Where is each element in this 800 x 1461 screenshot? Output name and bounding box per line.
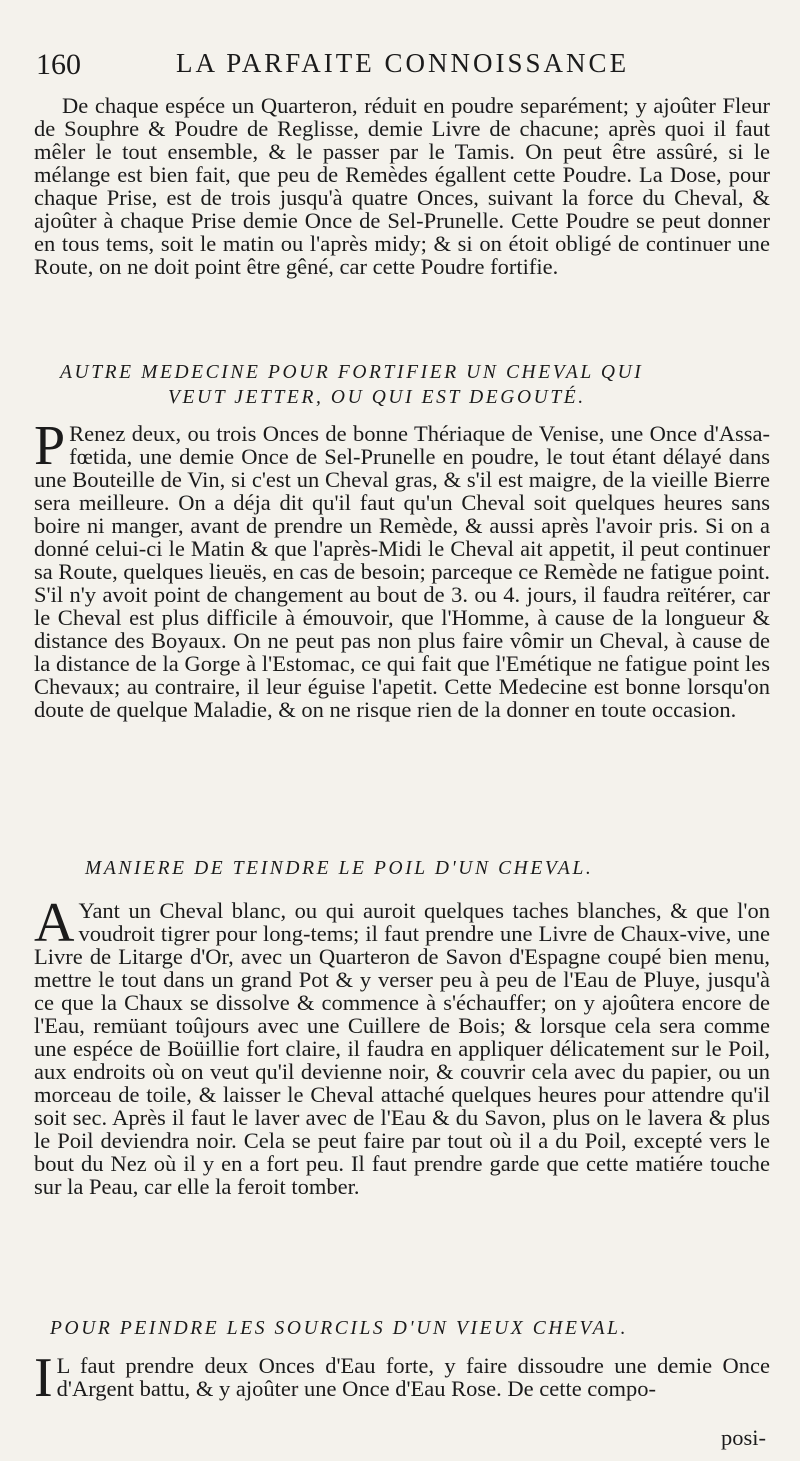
section-title: POUR PEINDRE LES SOURCILS D'UN VIEUX CHEVAL. bbox=[50, 1318, 629, 1339]
page-number: 160 bbox=[36, 48, 81, 81]
section-body-text: Renez deux, ou trois Onces de bonne Thériaque de Venise, une Once d'Assa-fœtida, une demie Once de Sel-Prunelle en poudre, le tout étant délayé dans une Bouteille de Vin, si c'est un Cheval gras, & s'il est maigre, de la vieille Bierre sera meilleure. On a déja dit qu'il faut qu'un Cheval soit quelques heures sans boire ni manger, avant de prendre un Remède, & aussi après l'avoir pris. Si on a donné celui-ci le Matin & que l'après-Midi le Cheval ait appetit, il peut continuer sa Route, quelques lieuës, en cas de besoin; parceque ce Remède ne fatigue point. S'il n'y avoit point de changement au bout de 3. ou 4. jours, il faudra reïtérer, car le Cheval est plus difficile à émouvoir, que l'Homme, à cause de la longueur & distance des Boyaux. On ne peut pas non plus faire vômir un Cheval, à cause de la distance de la Gorge à l'Estomac, ce qui fait que l'Emétique ne fatigue point les Chevaux; au contraire, il leur éguise l'apetit. Cette Medecine est bonne lorsqu'on doute de quelque Maladie, & on ne risque rien de la donner en toute occasion. bbox=[34, 421, 770, 722]
page-header bbox=[36, 48, 756, 84]
section-body-text: Yant un Cheval blanc, ou qui auroit quelques taches blanches, & que l'on voudroit tigrer pour long-tems; il faut prendre une Livre de Chaux-vive, une Livre de Litarge d'Or, avec un Quarteron de Savon d'Espagne coupé bien menu, mettre le tout dans un grand Pot & y verser peu à peu de l'Eau de Pluye, jusqu'à ce que la Chaux se dissolve & commence à s'échauffer; on y ajoûtera encore de l'Eau, remüant toûjours avec une Cuillere de Bois; & lorsque cela sera comme une espéce de Boüillie fort claire, il faudra en appliquer délicatement sur le Poil, aux endroits où on veut qu'il devienne noir, & couvrir cela avec du papier, ou un morceau de toile, & laisser le Cheval attaché quelques heures pour attendre qu'il soit sec. Après il faut le laver avec de l'Eau & du Savon, plus on le lavera & plus le Poil deviendra noir. Cela se peut faire par tout où il a du Poil, excepté vers le bout du Nez où il y en a fort peu. Il faut prendre garde que cette matiére touche sur la Peau, car elle la feroit tomber. bbox=[34, 898, 770, 1199]
section-title-line-1: AUTRE MEDECINE POUR FORTIFIER UN CHEVAL QUI bbox=[60, 362, 644, 383]
section-body bbox=[34, 892, 770, 1199]
catchword: posi- bbox=[721, 1425, 766, 1450]
section-body-text: L faut prendre deux Onces d'Eau forte, y faire dissoudre une demie Once d'Argent battu, & y ajoûter une Once d'Eau Rose. De cette compo- bbox=[56, 1353, 770, 1401]
paragraph-powder-dosage: De chaque espéce un Quarteron, réduit en poudre separément; y ajoûter Fleur de Souphre & Poudre de Reglisse, demie Livre de chacune; après quoi il faut mêler le tout ensemble, & le passer par le Tamis. On peut être assûré, si le mélange est bien fait, que peu de Remèdes égallent cette Poudre. La Dose, pour chaque Prise, est de trois jusqu'à quatre Onces, suivant la force du Cheval, & ajoûter à chaque Prise demie Once de Sel-Prunelle. Cette Poudre se peut donner en tous tems, soit le matin ou l'après midy; & si on étoit obligé de continuer une Route, on ne doit point être gêné, car cette Poudre fortifie. bbox=[34, 93, 770, 279]
drop-cap: I bbox=[34, 1347, 53, 1409]
section-body bbox=[34, 1347, 770, 1409]
section-title: MANIERE DE TEINDRE LE POIL D'UN CHEVAL. bbox=[85, 858, 594, 879]
drop-cap: A bbox=[34, 892, 75, 954]
running-head: LA PARFAITE CONNOISSANCE bbox=[176, 48, 630, 78]
section-body bbox=[34, 415, 770, 722]
section-title-line-2: VEUT JETTER, OU QUI EST DEGOUTÉ. bbox=[168, 387, 586, 408]
drop-cap: P bbox=[34, 415, 66, 477]
